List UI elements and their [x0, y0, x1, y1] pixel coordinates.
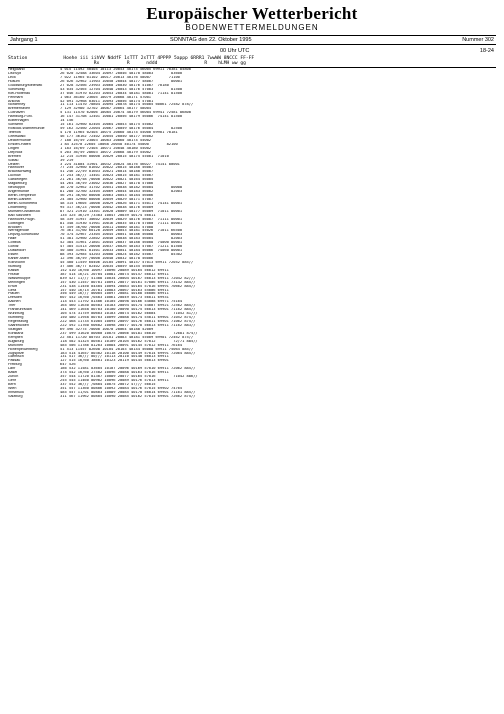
station-name: Helgoland	[8, 68, 25, 71]
table-row	[8, 395, 496, 399]
station-code: 183 514 41657 80302 10118 20100 40149 57014 69991 72064 885//	[60, 351, 196, 355]
station-code: 77 235 32960 01602 10022 20015 40180 56007	[60, 166, 154, 170]
station-name: Lindenberg	[8, 205, 27, 209]
page-subtitle: BODENWETTERMELDUNGEN	[185, 23, 319, 32]
station-name: Greifswald	[8, 134, 26, 138]
station-name: Passau	[8, 359, 21, 363]
station-code: 186 532 11581 83605 10107 20096 40169 57010 69911 72062 885//	[60, 367, 196, 371]
station-code: 485 506 11786 81203 10084 20091 40145 57012 69911 76164	[60, 343, 183, 347]
observation-time: 00 Uhr UTC	[220, 48, 250, 54]
station-name: Görlitz	[8, 245, 19, 249]
station-name: Erfurt	[8, 284, 18, 288]
station-name: Frankfurt/Main	[8, 308, 32, 312]
jahrgang: Jahrgang 1	[10, 37, 38, 43]
station-code: 81 280 32760 32405 10069 20044 40183 56002 82003	[60, 190, 183, 194]
station-name: Würzburg	[8, 312, 24, 316]
station-name: Konstanz	[8, 331, 24, 335]
station-code: 76 361 31/60 60120 10059 20053 40181 55026 71011 66500	[60, 229, 183, 233]
station-name: Hannover-Flugh.	[8, 217, 36, 221]
station-code: 14 156	[60, 119, 74, 123]
station-code: 59 162 32560 22004 10067 20059 40176 56004 82500	[60, 127, 183, 131]
station-code: 12 396 36/59 /0000 10040 20032 40178 56006	[60, 257, 154, 260]
station-name: Freiburg	[8, 363, 22, 367]
station-name: Düsseldorf	[8, 249, 26, 253]
station-name: Dresden	[8, 296, 22, 300]
station-code: 24 305 32960 00000 10059 20029 40171 57007	[60, 197, 154, 201]
station-code: 607 452 16/60 /0403 10061 20049 40173 56011 69931	[60, 296, 169, 300]
station-name: Aachen	[8, 300, 21, 304]
station-name: Neuruppin	[8, 186, 26, 190]
station-code: 157 430 11557 80701 10091 20077 40161 57006 69911 73142 885//	[60, 280, 196, 284]
station-name: Schwerin	[8, 123, 24, 127]
station-name: Glücksburg/Meierwik	[8, 83, 43, 87]
station-code: 81 348 31930 51901 10016 20035 40178 57000 71111 80001	[60, 221, 183, 225]
station-name: Halle	[8, 237, 17, 241]
station-code: 141 469 11658 80703 10100 20090 40175 56013 69901 71162 885//	[60, 308, 196, 312]
column-header-1: Station Hoehe iii iihVV NddfF 1sTTT 2sTTT 4PPPP 5appp 6RRR1 7wwWW 8NCCC FF-FF	[8, 56, 255, 61]
station-code: 5 203 36/59 28603 10072 20068 40179 55002	[60, 150, 152, 154]
station-code: 95 317 36/23 /0000 10042 20038 40176 56009	[60, 205, 154, 209]
station-name: Braunschweig	[8, 170, 32, 174]
station-code: 69 496 32775 70000 10070 20064 40180 52009	[60, 327, 154, 331]
rule-mid	[8, 44, 496, 45]
station-name: Bad Salzuflen	[8, 213, 31, 217]
time-range: 18-24	[479, 48, 494, 54]
station-code: 118 502 41325 80501 10109 20105 40162 57012 72/71 885//	[60, 339, 198, 343]
station-name: Bremen	[8, 154, 21, 158]
station-name: Lüchow	[8, 174, 21, 178]
station-code: 164 460 11630 80503 10103 20094 40174 54007 69921 72562 885//	[60, 304, 196, 308]
station-name: Kassel	[8, 268, 20, 272]
station-code: 255 545 11460 80902 10096 20089 40176 57013 69911	[60, 379, 169, 383]
station-code: 105 474 31759 80603 10103 20074 40162 56004 71052 81///	[60, 312, 198, 316]
station-name: Magdeburg	[8, 182, 27, 186]
station-name: Soltau	[8, 158, 19, 162]
station-code: 17 253 36/// 13401 10023 20015 40181 55007	[60, 174, 154, 178]
station-code: 356 449 16/// 00005 10097 20081 40168 56006 69911	[60, 292, 169, 296]
station-code: 46 177 36162 72402 10055 20050 40177 56002	[60, 134, 154, 138]
station-name: Rostock-Warnemünde	[8, 127, 45, 131]
station-code: 357 544 11720 81307 10089 20077 40165 57016 71042 886//	[60, 375, 198, 379]
station-code: 44 264 36/59 23002 10036 20027 40178 57006	[60, 182, 154, 186]
station-code: 22 501 11720 80703 10101 20083 40181 55009 69901 72462 875//	[60, 335, 194, 339]
station-code: 485 557 11/01 80803 10089 20085 40170 56014 69901 71161 885//	[60, 390, 196, 394]
station-code: 114 453 11792 81406 10105 20098 40166 54008 69971 75164	[60, 300, 183, 304]
station-name: Stuttgart	[8, 327, 22, 331]
station-code: 50 400 31961 01501 10033 20041 40184 56006 74060 80001	[60, 249, 183, 253]
station-name: Ueckermünde	[8, 138, 31, 142]
station-code: 135 325 36/29 /3303 10047 20039 40174 56011	[60, 213, 156, 217]
station-name: Angermünde	[8, 190, 30, 194]
station-name: Augsburg	[8, 339, 24, 343]
station-code: 47 385 31513 20000 10037 20026 40183 57007 71211 81500	[60, 245, 183, 249]
station-name: Basel	[8, 371, 18, 375]
station-name: Genf	[8, 379, 16, 383]
station-code: 4 015 11492 50404 10113 20053 40174 56005 69911 70381 85800	[60, 68, 191, 71]
station-name: Bremerhaven	[8, 107, 31, 111]
station-name: Lahr	[8, 367, 16, 371]
station-name: Göttingen	[8, 221, 24, 225]
station-code: 839 427 11/// 51308 10034 20004 40167 56013 69911 72042 82///	[60, 276, 196, 280]
station-code: 52 384 31961 21801 10045 20037 40180 56008 74000 80001	[60, 241, 183, 245]
station-name: Diepholz	[8, 150, 23, 154]
station-code: 150 480 11958 80703 10099 20088 40174 55011 69901 71052 875//	[60, 316, 196, 320]
station-code: 87 321 21910 13301 10020 20009 40177 56009 71011 80001	[60, 209, 183, 213]
station-code: 152 410 16/60 10097 10096 20089 40165 56012 69911	[60, 268, 169, 272]
station-code: 222 468 11735 61005 10095 20097 40176 56011 69901 71062 875//	[60, 320, 196, 323]
station-name: List/Sylt	[8, 71, 21, 75]
date-line: SONNTAG den 22. Oktober 1995	[170, 37, 252, 43]
station-name: Hohenpeißenberg	[8, 347, 38, 351]
station-name: Leck	[8, 75, 16, 79]
station-name: München	[8, 343, 24, 347]
station-code: 45 400 11559 60406 10105 20091 40157 57013 69911 72052 885//	[60, 260, 194, 264]
station-code: 5 131 11570 62006 10085 20074 40179 56004 69941 72581 86800	[60, 111, 191, 115]
station-code: 26 026 32962 11903 10050 20044 40177 58007 80001	[60, 79, 183, 83]
station-name: Zürich	[8, 375, 19, 379]
station-code: 15 161 32960 02405 10064 20053 40175 55002	[60, 123, 154, 127]
station-name: Teterow	[8, 131, 21, 134]
station-name: Gardelegen	[8, 178, 28, 182]
station-name: Kiel-Holtenau	[8, 91, 31, 95]
station-name: Kahler Asten	[8, 257, 29, 260]
station-code: 4 170 11965 02404 10075 20060 40174 55000 69901 70181	[60, 131, 178, 134]
station-name: Berlin-Schönefeld	[8, 201, 38, 205]
station-name: Cuxhaven	[8, 111, 25, 115]
station-code: 647 526	[60, 363, 76, 367]
station-code: 1 063 36160 23605 10079 20068 40171 57001	[60, 95, 152, 99]
station-code: 39 219	[60, 158, 74, 162]
station-code: 58 339 31957 30602 10039 20029 40176 56007 71111 80001	[60, 217, 183, 221]
station-name: Essen	[8, 253, 19, 257]
station-name: Köln/Bonn	[8, 260, 26, 264]
station-code: 27 028 32566 23903 10060 20030 40176 51007 70180	[60, 83, 169, 87]
station-name: Nürnberg	[8, 316, 24, 320]
station-code: 26 020 32588 33604 10097 20046 40170 58003 83600	[60, 71, 183, 75]
column-header-2: Rx R nddd R hLMH ww gg	[8, 61, 246, 66]
station-name: Fehmarn	[8, 95, 23, 99]
station-code: 222 492 11760 60602 10098 20077 40178 56013 69911 71162 883//	[60, 323, 196, 327]
station-code: 43 035 32565 12704 10048 20043 40176 57003 81500	[60, 87, 183, 91]
station-name: Wien	[8, 386, 17, 390]
station-code: 387 414 16/21 20704 10081 20074 40157 56012 69911	[60, 272, 169, 276]
station-name: Münster/Osnabrück	[8, 209, 41, 213]
station-code: 51 246 22/59 01603 10021 20014 40180 56007	[60, 170, 154, 174]
station-name: Meiningen	[8, 280, 26, 284]
station-name: Schleswig	[8, 87, 25, 91]
station-code: 88 393 32985 43203 10008 20024 40182 55007 85302	[60, 253, 183, 257]
station-code: 7 180 16/59 23003 10083 20060 40174 55002	[60, 138, 152, 142]
station-name: Salzburg	[8, 394, 23, 398]
station-name: Fritzlar	[8, 272, 20, 276]
station-code: 16 147 31708 12401 10081 20056 40179 56006 74141 81500	[60, 115, 183, 119]
station-code: 37 046 41970 02203 10053 20034 40181 58001 71141 81500	[60, 91, 183, 95]
station-code: 374 542 16/60 27502 10096 20088 40163 57016 69911	[60, 371, 169, 375]
station-code: 51 513 11557 82608 10104 20103 40144 56008 69911 75064 885//	[60, 347, 194, 351]
station-code: 351 557 11360 80806 10092 20084 40176 57015 69902 74765	[60, 386, 183, 390]
issue-number: Nummer 302	[462, 37, 494, 43]
station-code: 311 567 11962 80805 10090 20085 40162 57015 69901 72662 875//	[60, 394, 196, 398]
station-name: Emden-Hafen	[8, 142, 31, 146]
station-code: 38 270 32962 31702 10051 20038 40182 56004 80008	[60, 186, 183, 190]
station-name: Zugspitze	[8, 351, 24, 355]
page-title: Europäischer Wetterbericht	[146, 4, 358, 23]
station-code: 157 440 16/15 20701 10083 20067 40163 55006 69911	[60, 288, 169, 292]
station-code: 47 359 36/60 /0000 10011 20000 40181 57008	[60, 225, 154, 229]
station-name: Trier	[8, 304, 16, 308]
station-code: 70 374 32967 23305 10045 20051 40186 56008 80003	[60, 233, 183, 237]
station-name: Hannover	[8, 166, 24, 170]
station-name: Berlin-Dahlem	[8, 197, 32, 201]
station-name: Arkona	[8, 99, 20, 103]
station-code: 12 215 31956 00000 10029 20015 40175 55001 71010	[60, 154, 169, 158]
station-code: 48 315 19605 10000 10029 20026 40171 55011 74141 80001	[60, 201, 183, 205]
station-code: 11 113 11470 70804 10095 20078 40174 56005 60061 72582 878//	[60, 103, 194, 107]
station-name: Boltenhagen	[8, 119, 29, 123]
station-name: Kempten	[8, 335, 23, 339]
station-name: Wasserkuppe	[8, 276, 31, 280]
station-name: Regensburg	[8, 320, 29, 323]
station-code: 37 406 36/77 02402 10035 20059 40155 56006	[60, 264, 154, 268]
station-name: Saarbrücken	[8, 323, 29, 327]
station-code: 51 381 32960 22802 10040 20038 40183 56004 82003	[60, 237, 183, 241]
station-name: Lingen	[8, 146, 20, 150]
station-code: 7 129 32980 32702 10087 20064 40177 58004	[60, 107, 152, 111]
rule-top	[8, 35, 496, 36]
station-name: Wernigerode	[8, 229, 30, 233]
station-name: Plauen	[8, 292, 20, 296]
station-name: Uelzen	[8, 162, 20, 166]
station-name: Garmisch	[8, 355, 24, 359]
station-code: 3 224 31804 31901 10032 20024 40176 56027 74141 80001	[60, 162, 180, 166]
station-name: Gera	[8, 288, 17, 292]
station-code: 21 261 36/58 /0000 10022 20021 40164 56005	[60, 178, 154, 182]
station-name: Norderney	[8, 103, 26, 107]
station-code: 237 499 31620 80000 10075 20066 40181 56010 72681 875//	[60, 331, 198, 335]
station-code: 56 291 36/60 00000 10063 20053 40184 56006	[60, 194, 154, 197]
station-code: 131 517 36/// 80/// 10113 20110 40148 56013 69911	[60, 355, 169, 359]
station-code: 1 84 32570 22605 10068 20058 40174 55000 82100	[60, 142, 178, 146]
station-name: Hamburg-Fuhl.	[8, 115, 33, 119]
station-code: 231 438 11450 84404 10094 20083 40165 57016 69991 70662 885//	[60, 284, 196, 288]
station-name: Nürburg	[8, 264, 22, 268]
station-name: Brocken	[8, 225, 22, 229]
station-table	[8, 68, 496, 399]
station-name: Leipzig-Schkeuditz	[8, 233, 39, 237]
station-name: Husum	[8, 79, 20, 83]
station-code: 337 552 36/// /0804 10075 20072 47/// 56015	[60, 383, 156, 386]
station-name: Bern	[8, 383, 16, 386]
station-name: Innsbruck	[8, 390, 24, 394]
station-code: 1 183 16/69 72404 10071 20048 40180 55002	[60, 146, 152, 150]
station-name: Berlin-Tempelhof	[8, 194, 36, 197]
station-name: Cottbus	[8, 241, 21, 245]
station-code: 7 022 11965 01102 10017 20013 40176 58007 71100	[60, 75, 180, 79]
station-code: 127 515 16/60 38601 10123 20119 40145 56013 69901	[60, 359, 169, 363]
station-code: 42 091 32968 03011 10093 20056 40174 57001	[60, 99, 154, 103]
